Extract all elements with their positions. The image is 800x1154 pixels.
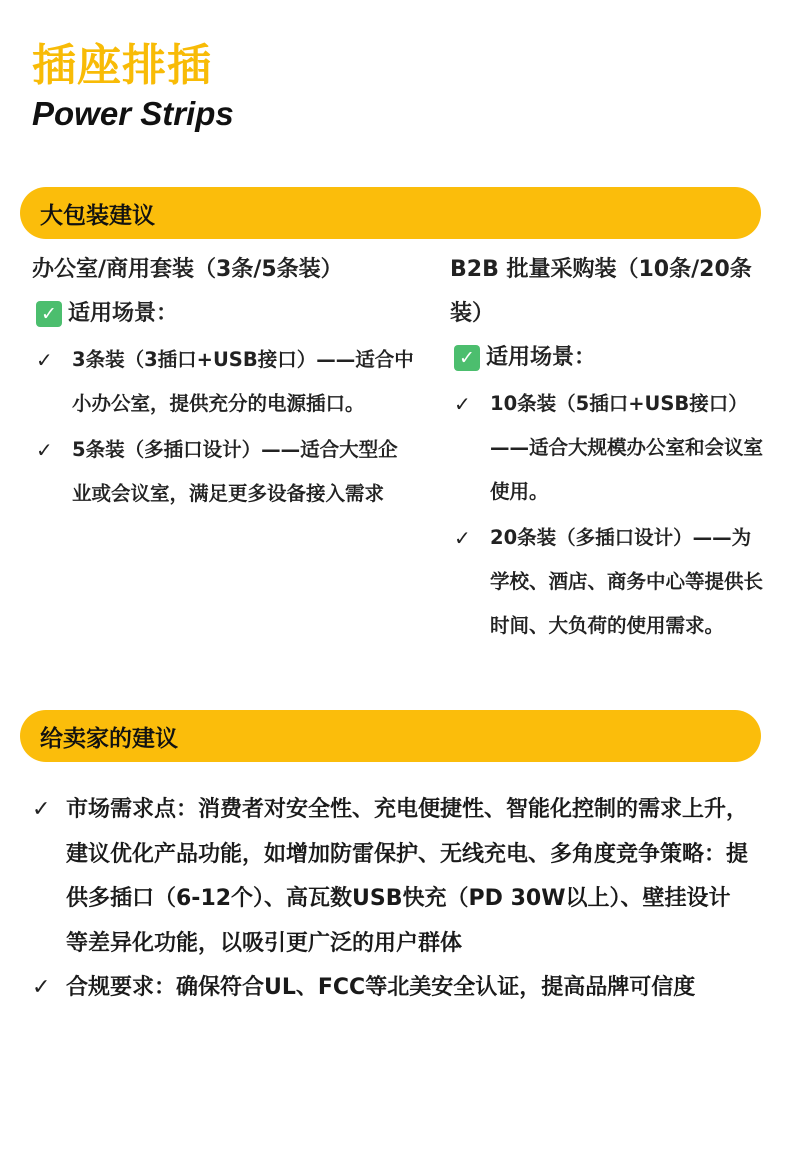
checkmark-icon: ✓	[36, 348, 53, 372]
list-item-text: 5条装（多插口设计）——适合大型企业或会议室，满足更多设备接入需求	[72, 438, 398, 505]
list-item	[450, 516, 770, 648]
page-title: 插座排插	[32, 40, 212, 91]
check-box-icon: ✓	[36, 301, 62, 327]
section-heading-bulk-packaging: 大包装建议	[20, 187, 761, 239]
office-scene-row	[32, 292, 417, 336]
list-item-text: 市场需求点：消费者对安全性、充电便捷性、智能化控制的需求上升，建议优化产品功能，如增加防雷保护、无线充电、多角度竞争策略：提供多插口（6-12个）、高瓦数USB快充（PD 30W以上）、壁挂设计等差异化功能，以吸引更广泛的用户群体	[66, 797, 749, 956]
checkmark-icon: ✓	[454, 526, 471, 550]
list-item-text: 3条装（3插口+USB接口）——适合中小办公室，提供充分的电源插口。	[72, 348, 414, 415]
list-item	[32, 338, 417, 426]
b2b-scene-label: 适用场景：	[486, 345, 597, 370]
page-subtitle: Power Strips	[32, 95, 234, 132]
office-set-title: 办公室/商用套装（3条/5条装）	[32, 257, 343, 282]
list-item	[32, 788, 752, 966]
checkmark-icon: ✓	[36, 438, 53, 462]
list-item	[450, 382, 770, 514]
office-scene-label: 适用场景：	[68, 301, 179, 326]
office-set-column	[32, 248, 417, 516]
list-item-text: 10条装（5插口+USB接口）——适合大规模办公室和会议室使用。	[490, 392, 764, 503]
list-item	[32, 966, 752, 1011]
b2b-set-title: B2B 批量采购装（10条/20条装）	[450, 257, 752, 326]
check-box-icon: ✓	[454, 345, 480, 371]
b2b-scene-row	[450, 336, 770, 380]
seller-advice-list	[32, 788, 752, 1011]
checkmark-icon: ✓	[32, 797, 51, 822]
checkmark-icon: ✓	[32, 975, 51, 1000]
checkmark-icon: ✓	[454, 392, 471, 416]
list-item	[32, 428, 417, 516]
list-item-text: 合规要求：确保符合UL、FCC等北美安全认证，提高品牌可信度	[66, 975, 696, 1000]
b2b-set-column	[450, 248, 770, 648]
section-heading-seller-advice: 给卖家的建议	[20, 710, 761, 762]
list-item-text: 20条装（多插口设计）——为学校、酒店、商务中心等提供长时间、大负荷的使用需求。	[490, 526, 764, 637]
